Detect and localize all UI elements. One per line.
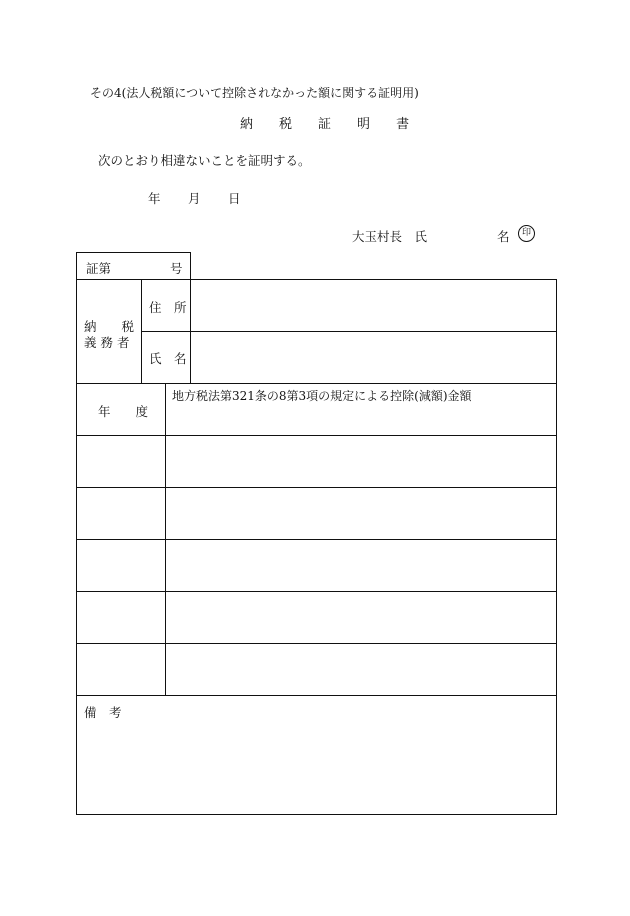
cert-number-label: 証第 [86, 261, 112, 276]
taxpayer-label-line2: 義 務 者 [84, 335, 130, 350]
form-subtitle: その4(法人税額について控除されなかった額に関する証明用) [90, 86, 419, 100]
title-char: 証 [318, 117, 332, 132]
grid-line [76, 591, 557, 592]
date-year-label: 年 [148, 191, 161, 206]
title-char: 書 [396, 117, 410, 132]
grid-line [76, 383, 557, 384]
seal-icon: 印 [518, 225, 535, 242]
title-char: 納 [240, 117, 254, 132]
grid-line [76, 252, 191, 253]
grid-line [76, 814, 557, 815]
address-field[interactable] [191, 280, 555, 330]
remarks-label: 備 考 [84, 705, 122, 720]
issuer-name-label: 名 [497, 229, 510, 244]
remarks-field[interactable] [77, 696, 555, 813]
certification-statement: 次のとおり相違ないことを証明する。 [98, 153, 311, 168]
date-day-label: 日 [228, 191, 241, 206]
form-title [240, 113, 435, 132]
address-label: 住 所 [149, 300, 187, 315]
grid-line [165, 383, 166, 695]
grid-line [76, 435, 557, 436]
date-month-label: 月 [188, 191, 201, 206]
date-line [148, 189, 241, 207]
title-char: 税 [279, 117, 293, 132]
issuer-label: 大玉村長 氏 [352, 229, 428, 244]
grid-line [76, 487, 557, 488]
title-char: 明 [357, 117, 371, 132]
year-label: 年 度 [98, 404, 149, 419]
grid-line [141, 279, 142, 383]
grid-line [76, 539, 557, 540]
grid-line [76, 643, 557, 644]
taxpayer-label-line1: 納 税 [84, 319, 135, 334]
name-field[interactable] [191, 332, 555, 382]
cert-number-suffix: 号 [170, 261, 183, 276]
name-label: 氏 名 [149, 351, 187, 366]
amount-header: 地方税法第321条の8第3項の規定による控除(減額)金額 [172, 389, 472, 403]
grid-line [556, 279, 557, 815]
